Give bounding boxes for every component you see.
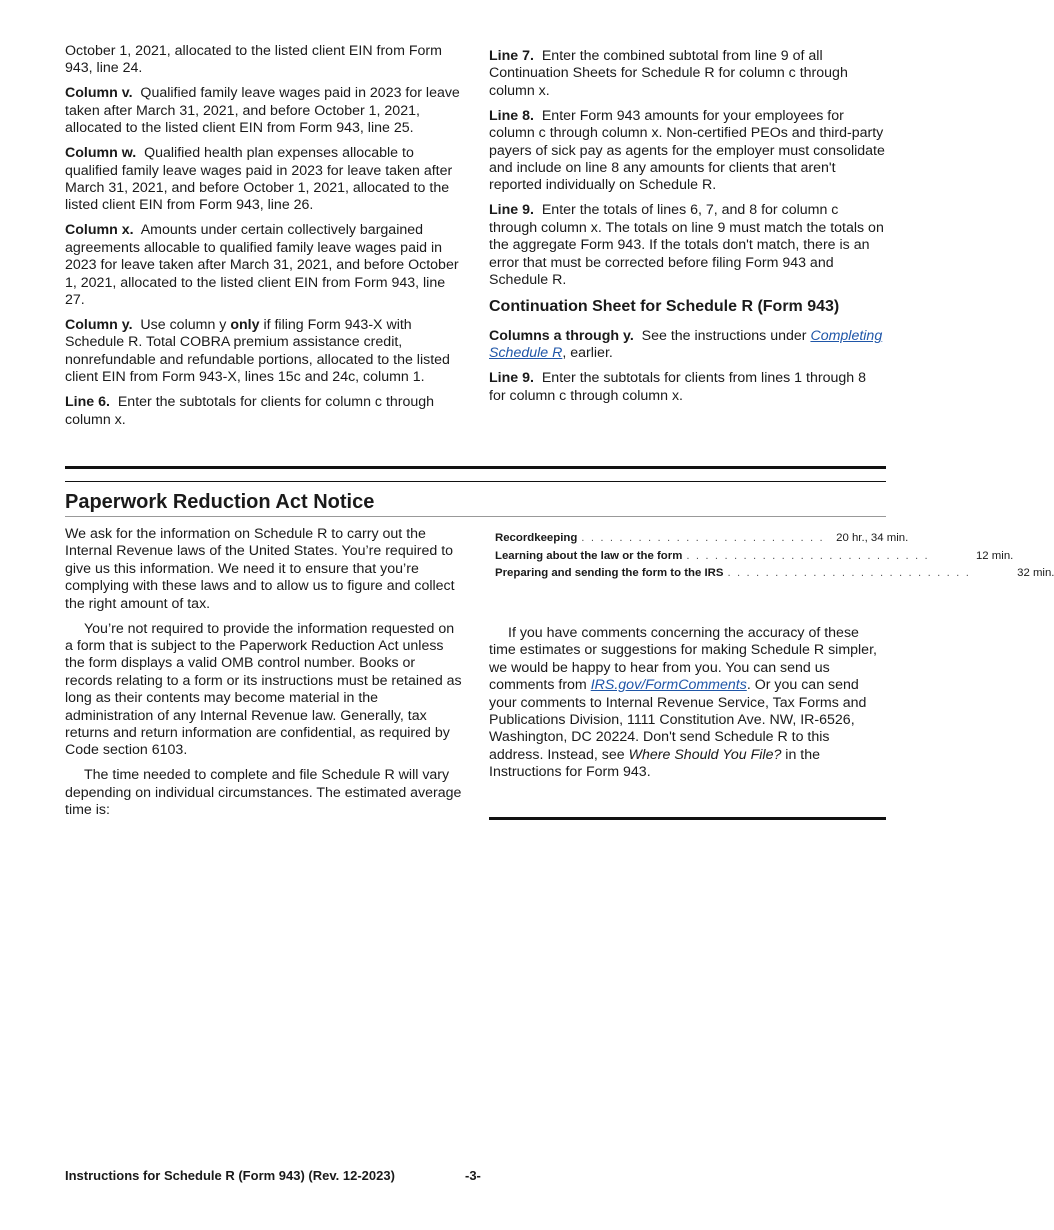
page-footer — [65, 1168, 481, 1183]
cont-line-9-text: Enter the subtotals for clients from lines 1 through 8 for column c through column x. — [489, 370, 866, 404]
time-label: Recordkeeping — [495, 532, 578, 544]
pra-paragraph-2: You’re not required to provide the information requested on a form that is subject to the Paperwork Reduction Act unless the form displays a valid OMB control number. Books or records relating to a form or its instructions must be retained as long as their contents may become material in the administration of any Internal Revenue law. Generally, tax returns and return information are confidential, as required by Code section 6103. — [65, 620, 462, 759]
column-y-paragraph — [65, 317, 461, 387]
column-y-emphasis: only — [230, 317, 260, 334]
comments-text-c: in the Instructions for Form 943. — [489, 746, 821, 781]
column-w-paragraph — [65, 145, 461, 215]
line-7-paragraph — [489, 48, 886, 100]
right-column — [489, 48, 886, 413]
time-value: 20 hr., 34 min. — [836, 532, 909, 544]
columns-a-through-y-term: Columns a through y. — [489, 328, 634, 345]
continuation-sheet-heading: Continuation Sheet for Schedule R (Form 943) — [489, 298, 840, 316]
column-y-term: Column y. — [65, 317, 133, 334]
column-x-term: Column x. — [65, 222, 134, 239]
time-row-learning — [495, 548, 1014, 566]
column-y-text-a: Use column y — [140, 317, 227, 334]
cont-line-9-term: Line 9. — [489, 370, 534, 387]
comments-text-a: If you have comments concerning the accuracy of these time estimates or suggestions for making Schedule R simpler, we would be happy to hear from you. You can send us comments from — [489, 625, 877, 694]
section-divider-thick — [65, 466, 886, 469]
column-v-paragraph — [65, 85, 461, 137]
form-comments-link[interactable]: IRS.gov/FormComments — [590, 677, 747, 694]
comments-text-b: . Or you can send your comments to Internal Revenue Service, Tax Forms and Publications Division, 1111 Constitution Ave. NW, IR-6526, Washington, DC 20224. Don't send Schedule R to this address. Instead, see — [489, 677, 867, 763]
line-8-term: Line 8. — [489, 107, 534, 124]
completing-schedule-r-link[interactable]: Completing Schedule R — [489, 328, 883, 362]
time-row-preparing — [495, 565, 1054, 583]
time-label: Preparing and sending the form to the IRS — [495, 567, 724, 580]
column-x-paragraph — [65, 222, 461, 309]
column-v-text: Qualified family leave wages paid in 2023 for leave taken after March 31, 2021, and before October 1, 2021, allocated to the listed client EIN from Form 943, line 25. — [65, 85, 460, 137]
dot-leader: . . . . . . . . . . . . . . . . . . . . . . . . . . — [581, 532, 825, 544]
section-divider-thin — [65, 481, 886, 482]
cont-line-9-paragraph — [489, 370, 886, 405]
columns-a-through-y-paragraph — [489, 328, 886, 363]
time-row-recordkeeping — [495, 530, 909, 548]
line-6-paragraph — [65, 394, 461, 429]
continued-text: October 1, 2021, allocated to the listed client EIN from Form 943, line 24. — [65, 43, 442, 77]
column-v-term: Column v. — [65, 85, 133, 102]
line-6-term: Line 6. — [65, 394, 110, 411]
line-6-text: Enter the subtotals for clients for column c through column x. — [65, 394, 435, 428]
line-9-term: Line 9. — [489, 202, 534, 219]
line-7-term: Line 7. — [489, 48, 534, 64]
time-value: 12 min. — [975, 549, 1014, 562]
pra-paragraph-1: We ask for the information on Schedule R to carry out the Internal Revenue laws of the United States. You’re required to give us this information. We need it to ensure that you’re complying with these laws and to allow us to figure and collect the right amount of tax. — [65, 526, 455, 612]
dot-leader: . . . . . . . . . . . . . . . . . . . . . . . . . . — [686, 549, 930, 562]
left-column — [65, 43, 461, 437]
column-w-text: Qualified health plan expenses allocable to qualified family leave wages paid in 2023 for leave taken after March 31, 2021, and before October 1, 2021, allocated to the listed client EIN from Form 943, line 26. — [65, 145, 453, 214]
pra-title: Paperwork Reduction Act Notice — [65, 491, 375, 513]
columns-a-through-y-text-a: See the instructions under — [641, 328, 807, 345]
pra-title-underline — [65, 516, 886, 517]
end-rule — [489, 817, 886, 820]
page-number: -3- — [465, 1168, 481, 1183]
comments-paragraph — [489, 625, 886, 782]
column-x-text: Amounts under certain collectively bargained agreements allocable to qualified family leave wages paid in 2023 for leave taken after March 31, 2021, and before October 1, 2021, allocated to the listed client EIN from Form 943, line 27. — [65, 222, 459, 309]
line-8-text: Enter Form 943 amounts for your employees for column c through column x. Non-certified PEOs and third-party payers of sick pay as agents for the employer must consolidate and include on line 8 any amounts for clients that aren't reported individually on Schedule R. — [489, 107, 885, 194]
footer-title: Instructions for Schedule R (Form 943) (Rev. 12-2023) — [65, 1168, 395, 1183]
line-9-paragraph — [489, 202, 886, 289]
line-9-text: Enter the totals of lines 6, 7, and 8 for column c through column x. The totals on line 9 must match the totals on the aggregate Form 943. If the totals don't match, there is an error that must be corrected before filing Form 943 and Schedule R. — [489, 202, 884, 289]
pra-left-column — [65, 526, 465, 827]
columns-a-through-y-text-b: , earlier. — [562, 345, 613, 362]
time-estimate-table — [495, 530, 1054, 583]
column-y-text-b: if filing Form 943-X with Schedule R. Total COBRA premium assistance credit, nonrefundable and refundable portions, allocated to the listed client EIN from Form 943-X, lines 15c and 24c, column 1. — [65, 317, 450, 386]
time-label: Learning about the law or the form — [495, 549, 683, 562]
where-should-you-file-emphasis: Where Should You File? — [628, 746, 782, 763]
line-8-paragraph — [489, 108, 886, 195]
line-7-text: Enter the combined subtotal from line 9 of all Continuation Sheets for Schedule R for column c through column x. — [489, 48, 848, 99]
pra-paragraph-3: The time needed to complete and file Schedule R will vary depending on individual circumstances. The estimated average time is: — [65, 767, 462, 819]
time-value: 32 min. — [1017, 567, 1054, 580]
column-w-term: Column w. — [65, 145, 137, 162]
dot-leader: . . . . . . . . . . . . . . . . . . . . . . . . . . — [727, 567, 971, 580]
